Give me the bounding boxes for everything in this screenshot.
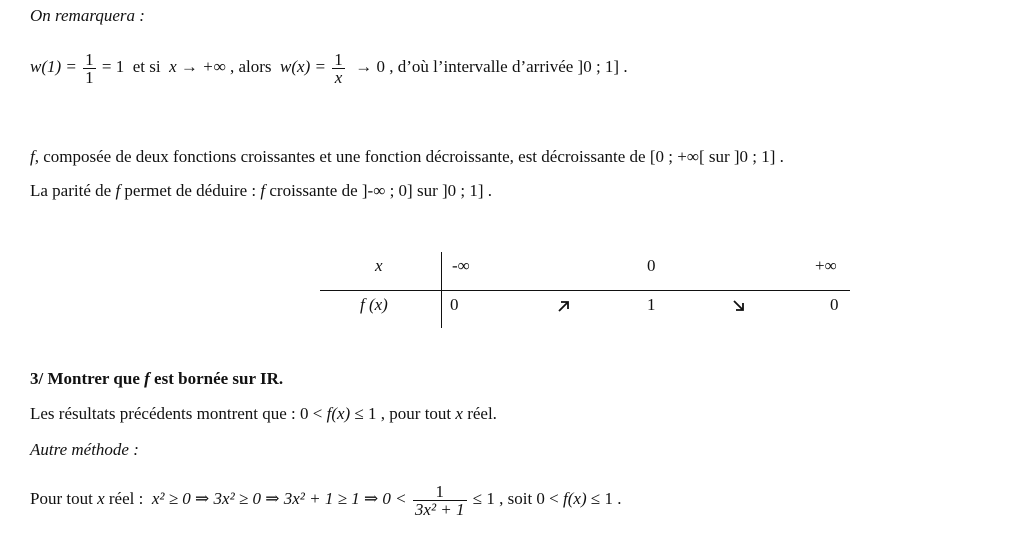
composition-text: , composée de deux fonctions croissantes et une fonction décroissante, est décroissante de [0 ; +∞[ sur ]0 ; 1] . bbox=[34, 147, 784, 166]
wx-lhs: w(x) = bbox=[280, 57, 326, 76]
proof-text-b: réel : bbox=[108, 489, 144, 508]
results-text-c: réel. bbox=[467, 404, 497, 423]
interval-conclusion: → 0 , d’où l’intervalle d’arrivée ]0 ; 1] . bbox=[355, 57, 628, 76]
up-right-arrow-icon bbox=[557, 298, 571, 318]
w1-lhs: w(1) = bbox=[30, 57, 77, 76]
results-text-a: Les résultats précédents montrent que : 0 < bbox=[30, 404, 323, 423]
alternative-proof-line bbox=[30, 476, 621, 522]
intro-label: On remarquera : bbox=[30, 6, 145, 25]
f-symbol: f bbox=[260, 181, 266, 200]
x-symbol: x bbox=[97, 489, 105, 508]
f-value-start: 0 bbox=[450, 295, 459, 314]
real-numbers-symbol: IR bbox=[259, 369, 279, 388]
proof-text-d: ≤ 1 . bbox=[590, 489, 622, 508]
fraction-denominator: 1 bbox=[85, 67, 94, 87]
heading-text-b: est bornée sur bbox=[154, 369, 256, 388]
fraction-numerator: 1 bbox=[413, 483, 467, 501]
fraction-one-over-x bbox=[332, 51, 345, 86]
fx-expression: f(x) bbox=[326, 404, 351, 423]
f-value-max: 1 bbox=[647, 295, 656, 314]
x-symbol: x bbox=[455, 404, 463, 423]
table-horizontal-rule bbox=[320, 290, 850, 291]
section-3-heading bbox=[30, 369, 283, 389]
f-symbol: f bbox=[144, 369, 150, 388]
f-value-end: 0 bbox=[830, 295, 839, 314]
f-symbol: f bbox=[115, 181, 121, 200]
heading-end: . bbox=[278, 369, 284, 388]
fx-expression: f(x) bbox=[563, 489, 587, 508]
x-row-label: x bbox=[375, 256, 383, 275]
implication-chain: x² ≥ 0 ⇒ 3x² ≥ 0 ⇒ 3x² + 1 ≥ 1 ⇒ 0 < bbox=[151, 489, 407, 508]
parity-text-c: croissante de ]-∞ ; 0] sur ]0 ; 1] . bbox=[269, 181, 493, 200]
alors-text: , alors bbox=[229, 57, 272, 76]
fraction-one-over-one bbox=[83, 51, 96, 86]
heading-text-a: 3/ Montrer que bbox=[30, 369, 140, 388]
w-limit-line bbox=[30, 44, 628, 90]
fraction-one-over-3x2-plus-1 bbox=[413, 483, 467, 518]
fraction-numerator: 1 bbox=[334, 49, 343, 69]
alternative-method-label: Autre méthode : bbox=[30, 440, 139, 459]
w1-rhs: = 1 bbox=[101, 57, 125, 76]
et-si-text: et si bbox=[132, 57, 161, 76]
x-value-zero: 0 bbox=[647, 256, 656, 275]
down-right-arrow-icon bbox=[732, 298, 746, 318]
variation-table bbox=[320, 250, 852, 330]
results-paragraph bbox=[30, 404, 497, 424]
x-value-minus-infinity: -∞ bbox=[452, 256, 470, 275]
parity-paragraph bbox=[30, 181, 492, 201]
fraction-denominator: x bbox=[334, 67, 343, 87]
fraction-denominator: 3x² + 1 bbox=[414, 499, 465, 519]
proof-text-c: ≤ 1 , soit 0 < bbox=[472, 489, 559, 508]
f-symbol: f bbox=[30, 147, 35, 166]
limit-expression: x → +∞ bbox=[169, 57, 226, 76]
fraction-numerator: 1 bbox=[85, 49, 94, 69]
composition-paragraph bbox=[30, 147, 784, 167]
parity-text-a: La parité de bbox=[30, 181, 112, 200]
x-value-plus-infinity: +∞ bbox=[815, 256, 837, 275]
fx-row-label: f (x) bbox=[360, 295, 388, 314]
results-text-b: ≤ 1 , pour tout bbox=[354, 404, 452, 423]
table-vertical-rule bbox=[441, 252, 442, 328]
proof-text-a: Pour tout bbox=[30, 489, 93, 508]
parity-text-b: permet de déduire : bbox=[124, 181, 257, 200]
